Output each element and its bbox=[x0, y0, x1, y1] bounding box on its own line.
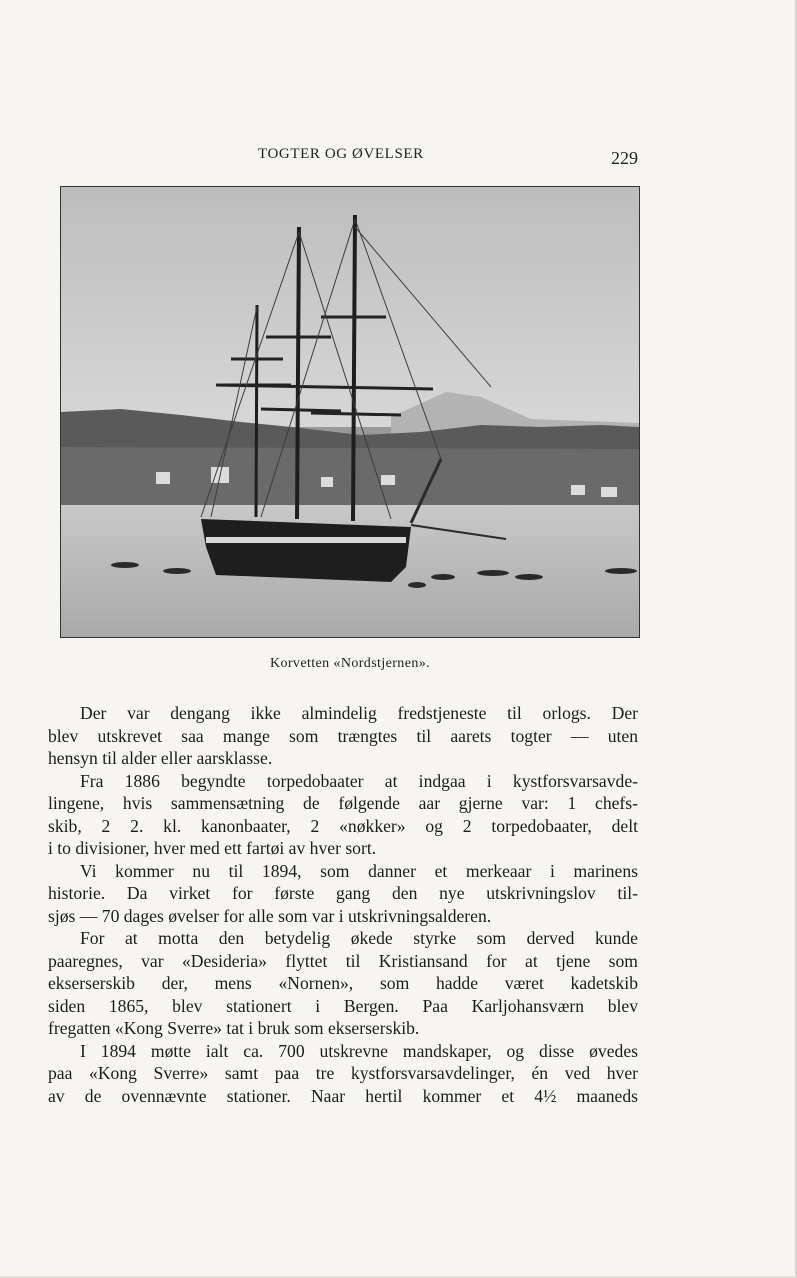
text-line: paaregnes, var «Desideria» flyttet til Kristiansand for at tjene som bbox=[48, 950, 638, 971]
page-number: 229 bbox=[611, 148, 638, 168]
text-line: siden 1865, blev stationert i Bergen. Paa Karljohansværn blev bbox=[48, 995, 638, 1016]
text-line: I 1894 møtte ialt ca. 700 utskrevne mandskaper, og disse øvedes bbox=[80, 1040, 638, 1061]
header-title: TOGTER OG ØVELSER bbox=[258, 146, 424, 162]
text-line: hensyn til alder eller aarsklasse. bbox=[48, 748, 273, 768]
text-line: fregatten «Kong Sverre» tat i bruk som ekserserskib. bbox=[48, 1018, 420, 1038]
text-line: paa «Kong Sverre» samt paa tre kystforsvarsavdelinger, én ved hver bbox=[48, 1063, 638, 1083]
ship-photo-illustration bbox=[61, 187, 639, 637]
paragraph-3 bbox=[48, 860, 638, 928]
running-header bbox=[0, 146, 797, 168]
text-line: av de ovennævnte stationer. Naar hertil kommer et 4½ maaneds bbox=[48, 1085, 638, 1106]
paragraph-1 bbox=[48, 702, 638, 770]
text-line: Vi kommer nu til 1894, som danner et merkeaar i marinens bbox=[80, 860, 638, 881]
figure-caption: Korvetten «Nordstjernen». bbox=[269, 656, 431, 671]
body-text bbox=[48, 702, 638, 1107]
text-line: skib, 2 2. kl. kanonbaater, 2 «nøkker» og 2 torpedobaater, delt bbox=[48, 815, 638, 836]
text-line: For at motta den betydelig økede styrke som derved kunde bbox=[80, 928, 638, 948]
ship-photograph bbox=[60, 186, 640, 638]
text-line: Der var dengang ikke almindelig fredstjeneste til orlogs. Der bbox=[80, 703, 638, 723]
text-line: ekserserskib der, mens «Nornen», som hadde været kadetskib bbox=[48, 973, 638, 993]
text-line: i to divisioner, hver med ett fartøi av hver sort. bbox=[48, 838, 377, 858]
text-line: blev utskrevet saa mange som trængtes til aarets togter — uten bbox=[48, 725, 638, 746]
paragraph-2 bbox=[48, 770, 638, 860]
paragraph-4 bbox=[48, 927, 638, 1040]
text-line: historie. Da virket for første gang den nye utskrivningslov til- bbox=[48, 883, 638, 903]
text-line: sjøs — 70 dages øvelser for alle som var i utskrivningsalderen. bbox=[48, 905, 492, 926]
text-line: lingene, hvis sammensætning de følgende aar gjerne var: 1 chefs- bbox=[48, 793, 638, 813]
paragraph-5 bbox=[48, 1040, 638, 1108]
shoreline bbox=[61, 447, 639, 507]
text-line: Fra 1886 begyndte torpedobaater at indgaa i kystforsvarsavde- bbox=[80, 770, 638, 791]
